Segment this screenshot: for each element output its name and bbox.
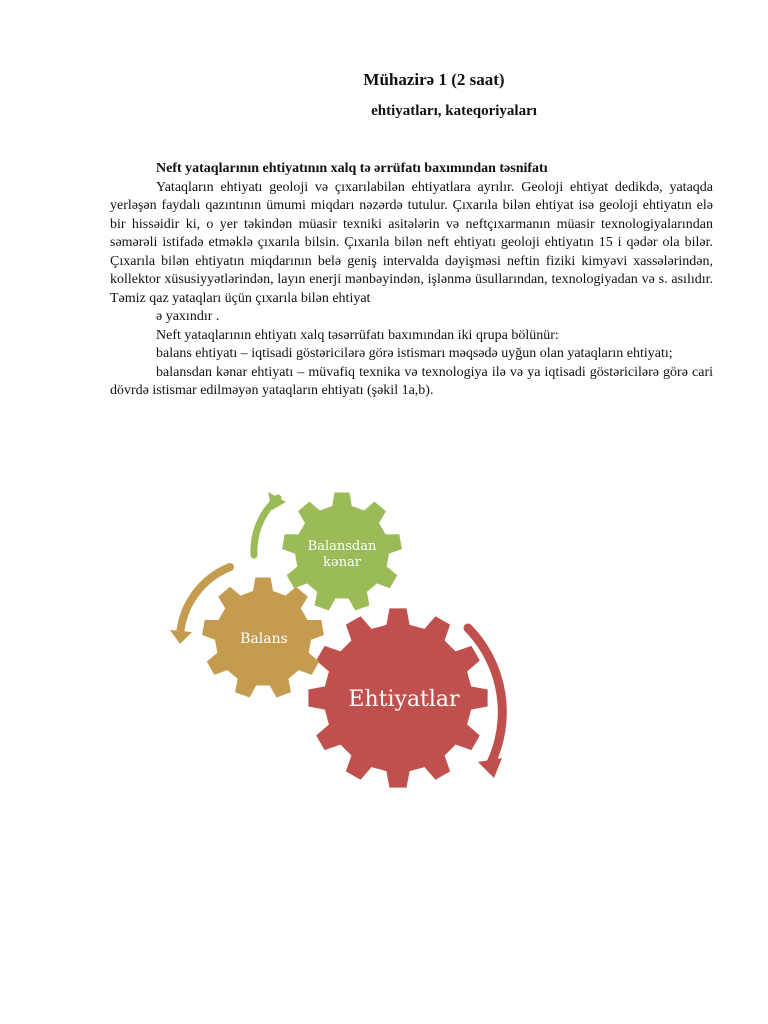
- paragraph-two-groups: Neft yataqlarının ehtiyatı xalq təsərrüfatı baxımından iki qrupa bölünür:: [156, 327, 559, 343]
- page-subtitle: ehtiyatları, kateqoriyaları: [371, 103, 537, 119]
- gear-large-label: Ehtiyatlar: [348, 687, 460, 712]
- arrow-large-head-icon: [478, 758, 502, 778]
- gears-diagram: [150, 480, 570, 790]
- page-title: Mühazirə 1 (2 saat): [363, 70, 505, 89]
- paragraph-reserves-tail: ə yaxındır .: [156, 309, 220, 324]
- gear-small-label-line2: kənar: [323, 555, 361, 570]
- paragraph-reserves-definition: Yataqların ehtiyatı geoloji və çıxarılabilən ehtiyatlara ayrılır. Geoloji ehtiyat dedikdə, yataqda yerləşən faydalı qazıntının ümumi miqdarı nəzərdə tutulur. Çıxarıla bilən ehtiyat isə geoloji ehtiyatın elə bir hissəidir ki, o yer təkindən müasir texniki asitələrin və neftçıxarmanın müasir texnologiyalarından səmərəli istifadə etməklə çıxarıla bilsin. Çıxarıla bilən neft ehtiyatı geoloji ehtiyatın 15 i qədər ola bilər. Çıxarıla bilən ehtiyatın miqdarının belə geniş intervalda dəyişməsi neftin fiziki kimyəvi xassələrindən, kollektor xüsusiyyətlərindən, layın enerji mənbəyindən, işlənmə üsullarından, texnologiyadan və s. asılıdır. Təmiz qaz yataqları üçün çıxarıla bilən ehtiyat: [110, 179, 713, 306]
- arrow-medium-head-icon: [170, 630, 192, 644]
- gear-small-label-line1: Balansdan: [307, 539, 377, 554]
- paragraph-off-balance-reserves: balansdan kənar ehtiyatı – müvafiq texnika və texnologiya ilə və ya iqtisadi göstəricilərə görə cari dövrdə istismar edilməyən yataqların ehtiyatı (şəkil 1a,b).: [110, 364, 713, 398]
- document-body: [110, 160, 713, 401]
- section-heading: Neft yataqlarının ehtiyatının xalq tə ərrüfatı baxımından təsnifatı: [156, 161, 548, 176]
- paragraph-balance-reserves: balans ehtiyatı – iqtisadi göstəricilərə görə istismarı məqsədə uyğun olan yataqların ehtiyatı;: [156, 346, 673, 361]
- gear-medium-label: Balans: [240, 631, 288, 647]
